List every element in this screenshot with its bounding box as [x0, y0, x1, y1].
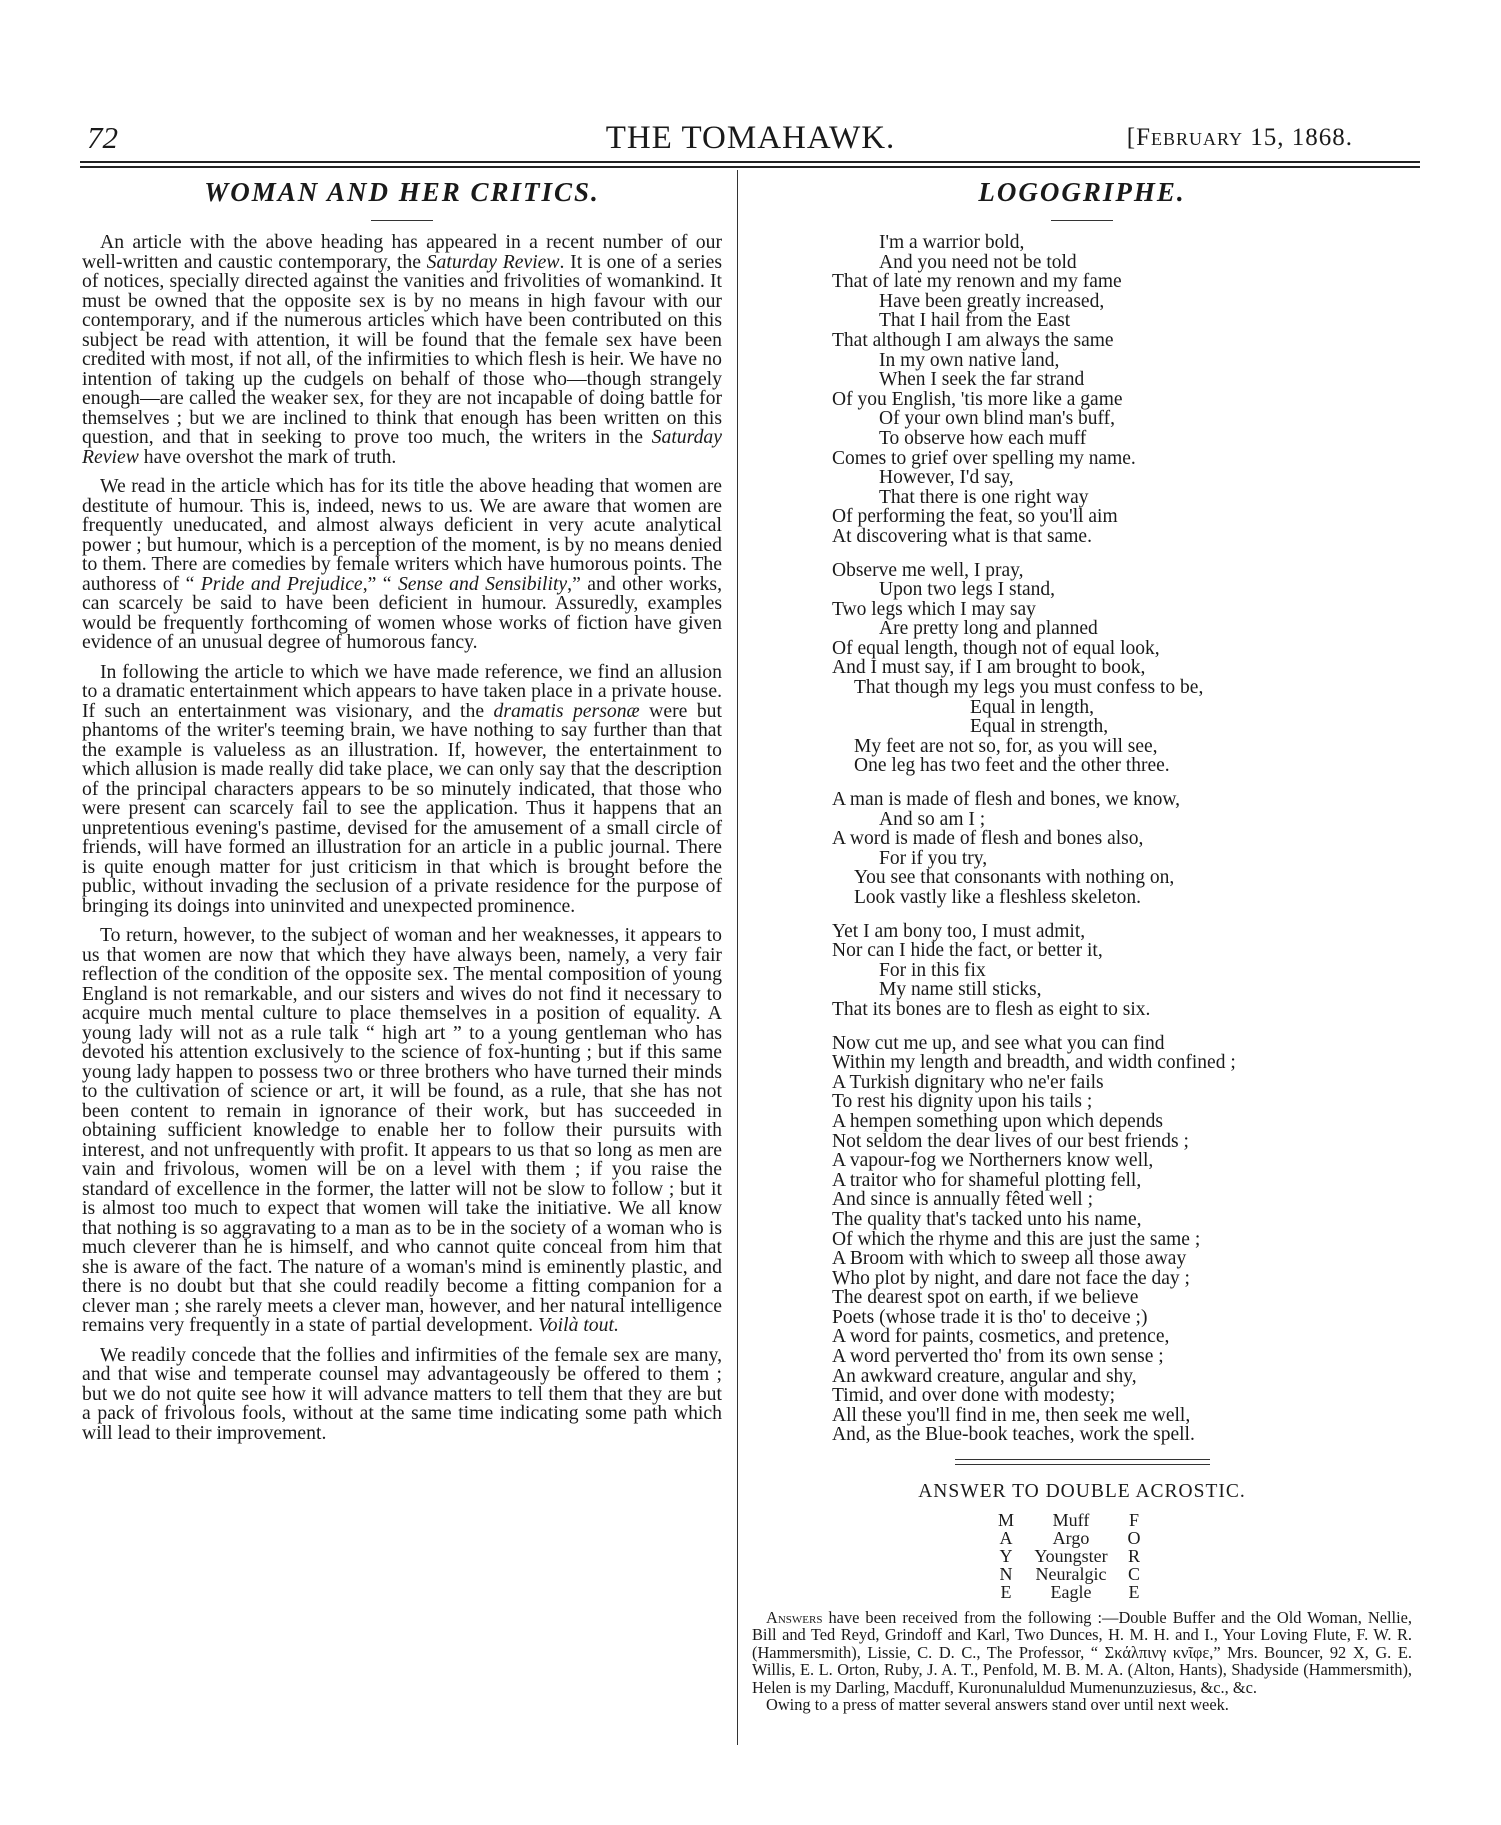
- poem-line: Are pretty long and planned: [879, 618, 1098, 640]
- section-separator: [955, 1459, 1210, 1465]
- acrostic-word: Neuralgic: [1035, 1564, 1107, 1585]
- article-paragraph: [82, 233, 722, 467]
- poem-line: And so am I ;: [879, 808, 986, 830]
- italic-run: Pride and Prejudice: [200, 572, 363, 595]
- acrostic-first-letter: E: [1000, 1582, 1012, 1603]
- poem-line: Look vastly like a fleshless skeleton.: [854, 887, 1142, 908]
- left-column: [82, 175, 722, 1443]
- poem-line: I'm a warrior bold,: [879, 232, 1025, 253]
- acrostic-word: Muff: [1052, 1510, 1090, 1531]
- acrostic-row: [992, 1565, 1412, 1583]
- acrostic-last-letter: F: [1128, 1510, 1139, 1531]
- poem-line: Upon two legs I stand,: [879, 579, 1056, 601]
- poem-line: And, as the Blue-book teaches, work the spell.: [832, 1424, 1195, 1446]
- acrostic-first-letter: N: [999, 1564, 1013, 1585]
- poem-line: To rest his dignity upon his tails ;: [832, 1091, 1093, 1113]
- poem-line: And I must say, if I am brought to book,: [832, 657, 1146, 679]
- italic-run: Saturday Review: [426, 250, 560, 273]
- header-rule-bottom: [80, 166, 1420, 168]
- poem-line: You see that consonants with nothing on,: [854, 867, 1175, 889]
- poem-stanza: [832, 1034, 1412, 1445]
- answers-label: Answers: [766, 1608, 823, 1628]
- poem-line: Timid, and over done with modesty;: [832, 1385, 1116, 1407]
- poem-line: Who plot by night, and dare not face the day ;: [832, 1267, 1190, 1289]
- poem-line: A Turkish dignitary who ne'er fails: [832, 1071, 1104, 1093]
- poem-line: That though my legs you must confess to be,: [854, 677, 1204, 699]
- poem-line: A man is made of flesh and bones, we know,: [832, 789, 1181, 811]
- poem-line: Equal in strength,: [970, 716, 1109, 738]
- article-paragraph: [82, 926, 722, 1336]
- poem-title-rule: [1051, 220, 1113, 221]
- poem-line: Of you English, 'tis more like a game: [832, 388, 1123, 410]
- text-run: ,” “: [362, 572, 398, 595]
- poem-line: Have been greatly increased,: [879, 290, 1105, 312]
- acrostic-last-letter: O: [1127, 1528, 1141, 1549]
- article-paragraph: [82, 477, 722, 653]
- poem-stanza: [832, 561, 1412, 777]
- text-run: ,” and other works, can scarcely be said to have been deficient in humour. Assuredly, examples would be frequently forthcoming of women whose works of fiction have given evidence of an unusual degree of humorous fancy.: [82, 572, 722, 653]
- poem-line: The dearest spot on earth, if we believe: [832, 1287, 1139, 1309]
- poem-line: To observe how each muff: [879, 427, 1087, 449]
- italic-run: Voilà tout.: [537, 1314, 619, 1336]
- poem-line: All these you'll find in me, then seek me well,: [832, 1404, 1191, 1426]
- acrostic-grid: [992, 1511, 1412, 1601]
- page-number: 72: [87, 120, 118, 155]
- right-column: [752, 175, 1412, 1713]
- poem-line: And you need not be told: [879, 251, 1077, 273]
- publication-title: THE TOMAHAWK.: [605, 120, 896, 156]
- acrostic-row: [992, 1529, 1412, 1547]
- poem-line: Of which the rhyme and this are just the same ;: [832, 1228, 1201, 1250]
- article-paragraph: [82, 1343, 722, 1444]
- italic-run: Sense and Sensibility: [397, 572, 568, 595]
- text-run: We readily concede that the follies and infirmities of the female sex are many, and that wise and temperate counsel may advantageously be offered to them ; but we do not quite see how it will advance matters to tell them that they are but a pack of frivolous fools, without at the same time indicating some path which will lead to their improvement.: [82, 1343, 722, 1444]
- poem-line: One leg has two feet and the other three.: [854, 755, 1170, 777]
- poem-line: When I seek the far strand: [879, 369, 1085, 391]
- poem-line: Yet I am bony too, I must admit,: [832, 920, 1086, 942]
- poem-line: Observe me well, I pray,: [832, 559, 1024, 581]
- poem-line: In my own native land,: [879, 349, 1060, 371]
- article-body: [82, 233, 722, 1443]
- acrostic-first-letter: Y: [999, 1546, 1013, 1567]
- text-run: To return, however, to the subject of woman and her weaknesses, it appears to us that women are now that which they have always been, namely, a very fair reflection of the condition of the opposite sex. The mental composition of young England is not remarkable, and our sisters and wives do not find it necessary to acquire much mental culture to place themselves in a position of equality. A young lady will not as a rule talk “ high art ” to a young gentleman who has devoted his attention exclusively to the science of fox-hunting ; but if this same young lady happen to possess two or three brothers who have turned their minds to the cultivation of science or art, it will be found, as a rule, that she has not been content to remain in ignorance of their work, but has succeeded in obtaining sufficient knowledge to enable her to follow their pursuits with interest, and not unfrequently with profit. It appears to us that so long as men are vain and frivolous, women will be on a level with them ; if you raise the standard of excellence in the former, the latter will not be slow to follow ; but it is almost too much to expect that women will take the initiative. We all know that nothing is so aggravating to a man as to be in the society of a woman who is much cleverer than he is himself, and who cannot quite conceal from him that she is aware of the fact. The nature of a woman's mind is eminently plastic, and there is no doubt but that she could readily become a fitting companion for a clever man ; she rarely meets a clever man, however, and her natural intelligence remains very frequently in a state of partial development.: [82, 924, 722, 1336]
- poem-line: That although I am always the same: [832, 329, 1114, 351]
- poem-stanza: [832, 922, 1412, 1020]
- poem-title: LOGOGRIPHE.: [978, 177, 1186, 207]
- acrostic-word: Argo: [1052, 1528, 1090, 1549]
- poem-line: Now cut me up, and see what you can find: [832, 1032, 1165, 1054]
- issue-date: [February 15, 1868.: [1126, 124, 1353, 151]
- poem-line: A word perverted tho' from its own sense ;: [832, 1346, 1164, 1368]
- acrostic-first-letter: M: [997, 1510, 1014, 1531]
- poem-stanza: [832, 233, 1412, 547]
- acrostic-row: [992, 1547, 1412, 1565]
- acrostic-row: [992, 1511, 1412, 1529]
- poem-line: Poets (whose trade it is tho' to deceive ;): [832, 1306, 1148, 1328]
- acrostic-first-letter: A: [999, 1528, 1013, 1549]
- poem-line: Of equal length, though not of equal look,: [832, 637, 1160, 659]
- poem-line: That of late my renown and my fame: [832, 271, 1122, 293]
- header-rule-top: [80, 161, 1420, 163]
- acrostic-last-letter: R: [1127, 1546, 1140, 1567]
- poem-line: Comes to grief over spelling my name.: [832, 447, 1136, 469]
- poem-line: That I hail from the East: [879, 310, 1071, 332]
- answers-text: have been received from the following :—Double Buffer and the Old Woman, Nellie, Bill and Ted Reyd, Grindoff and Karl, Two Dunces, H. M. H. and I., Your Loving Flute, F. W. R. (Hammersmith), Lissie, C. D. C., The Professor, “ Σκάλπινγ κνῖφε,” Mrs. Bouncer, 92 X, G. E. Willis, E. L. Orton, Ruby, J. A. T., Penfold, M. B. M. A. (Alton, Hants), Shadyside (Hammersmith), Helen is my Darling, Macduff, Kuronunaluldud Mumenunzuziesus, &c., &c.: [752, 1608, 1412, 1697]
- poem-line: Equal in length,: [970, 696, 1095, 718]
- poem-line: That its bones are to flesh as eight to six.: [832, 998, 1151, 1020]
- acrostic-title: ANSWER TO DOUBLE ACROSTIC.: [918, 1481, 1246, 1503]
- answers-note: Owing to a press of matter several answers stand over until next week.: [766, 1695, 1229, 1715]
- poem-line: Two legs which I may say: [832, 598, 1036, 620]
- poem-stanza: [832, 790, 1412, 908]
- text-run: An article with the above heading has appeared in a recent number of our well-written and caustic contemporary, the: [82, 231, 722, 273]
- poem-line: That there is one right way: [879, 486, 1089, 508]
- poem-line: At discovering what is that same.: [832, 525, 1092, 547]
- poem-line: Of your own blind man's buff,: [879, 408, 1116, 430]
- poem-line: Nor can I hide the fact, or better it,: [832, 940, 1103, 962]
- acrostic-word: Youngster: [1034, 1546, 1108, 1567]
- answers-section: [752, 1609, 1412, 1713]
- poem-line: The quality that's tacked unto his name,: [832, 1208, 1142, 1230]
- poem-line: My name still sticks,: [879, 979, 1042, 1001]
- text-run: We read in the article which has for its title the above heading that women are destitute of humour. This is, indeed, news to us. We are aware that women are frequently uneducated, and almost always deficient in very acute analytical power ; but humour, which is a perception of the moment, is by no means denied to them. There are comedies by female writers which have humorous points. The authoress of “: [82, 475, 722, 595]
- text-run: have overshot the mark of truth.: [138, 445, 397, 468]
- acrostic-word: Eagle: [1050, 1582, 1092, 1603]
- poem-line: Within my length and breadth, and width confined ;: [832, 1052, 1236, 1074]
- poem-line: A word for paints, cosmetics, and pretence,: [832, 1326, 1170, 1348]
- acrostic-last-letter: E: [1128, 1582, 1140, 1603]
- italic-run: dramatis personæ: [493, 699, 640, 722]
- text-run: In following the article to which we have made reference, we find an allusion to a dramatic entertainment which appears to have taken place in a private house. If such an entertainment was visionary, and the: [82, 660, 722, 722]
- acrostic-last-letter: C: [1127, 1564, 1140, 1585]
- poem-line: For if you try,: [879, 847, 988, 869]
- poem-line: A vapour-fog we Northerners know well,: [832, 1150, 1154, 1172]
- poem-line: For in this fix: [879, 959, 986, 981]
- article-paragraph: [82, 660, 722, 917]
- answers-paragraph: [752, 1609, 1412, 1696]
- poem-line: A word is made of flesh and bones also,: [832, 828, 1144, 850]
- text-run: . It is one of a series of notices, specially directed against the vanities and frivolities of womankind. It must be owned that the opposite sex is by no means in high favour with our contemporary, and if the numerous articles which have been contributed on this subject be read with attention, it will be found that the female sex have been credited with most, if not all, of the infirmities to which flesh is heir. We have no intention of taking up the cudgels on behalf of those who—though strangely enough—are called the weaker sex, for they are not incapable of doing battle for themselves ; but we are inclined to think that enough has been written on this question, and that in seeking to prove too much, the writers in the: [82, 250, 723, 448]
- poem-body: [832, 233, 1412, 1445]
- italic-run: Saturday Review: [82, 426, 722, 468]
- text-run: were but phantoms of the writer's teeming brain, we have nothing to say further than that the example is valueless as an illustration. If, however, the entertainment to which allusion is made really did take place, we can only say that the description of the principal characters appears to be so minutely indicated, that those who were present can scarcely fail to see the application. Thus it happens that an unpretentious evening's pastime, devised for the amusement of a small circle of friends, will have formed an illustration for an article in a public journal. There is quite enough matter for just criticism in that which is brought before the public, without invading the seclusion of a private residence for the purpose of bringing its doings into uninvited and unexpected prominence.: [82, 699, 722, 917]
- poem-line: A traitor who for shameful plotting fell,: [832, 1169, 1142, 1191]
- title-rule: [371, 220, 433, 221]
- poem-line: My feet are not so, for, as you will see,: [854, 735, 1158, 757]
- poem-line: A Broom with which to sweep all those away: [832, 1248, 1187, 1270]
- poem-line: Not seldom the dear lives of our best friends ;: [832, 1130, 1189, 1152]
- poem-line: Of performing the feat, so you'll aim: [832, 506, 1118, 528]
- article-title: WOMAN AND HER CRITICS.: [204, 177, 600, 207]
- acrostic-row: [992, 1583, 1412, 1601]
- column-divider: [737, 170, 738, 1745]
- poem-line: And since is annually fêted well ;: [832, 1189, 1094, 1211]
- poem-line: An awkward creature, angular and shy,: [832, 1365, 1137, 1387]
- poem-line: A hempen something upon which depends: [832, 1110, 1163, 1132]
- poem-line: However, I'd say,: [879, 467, 1014, 489]
